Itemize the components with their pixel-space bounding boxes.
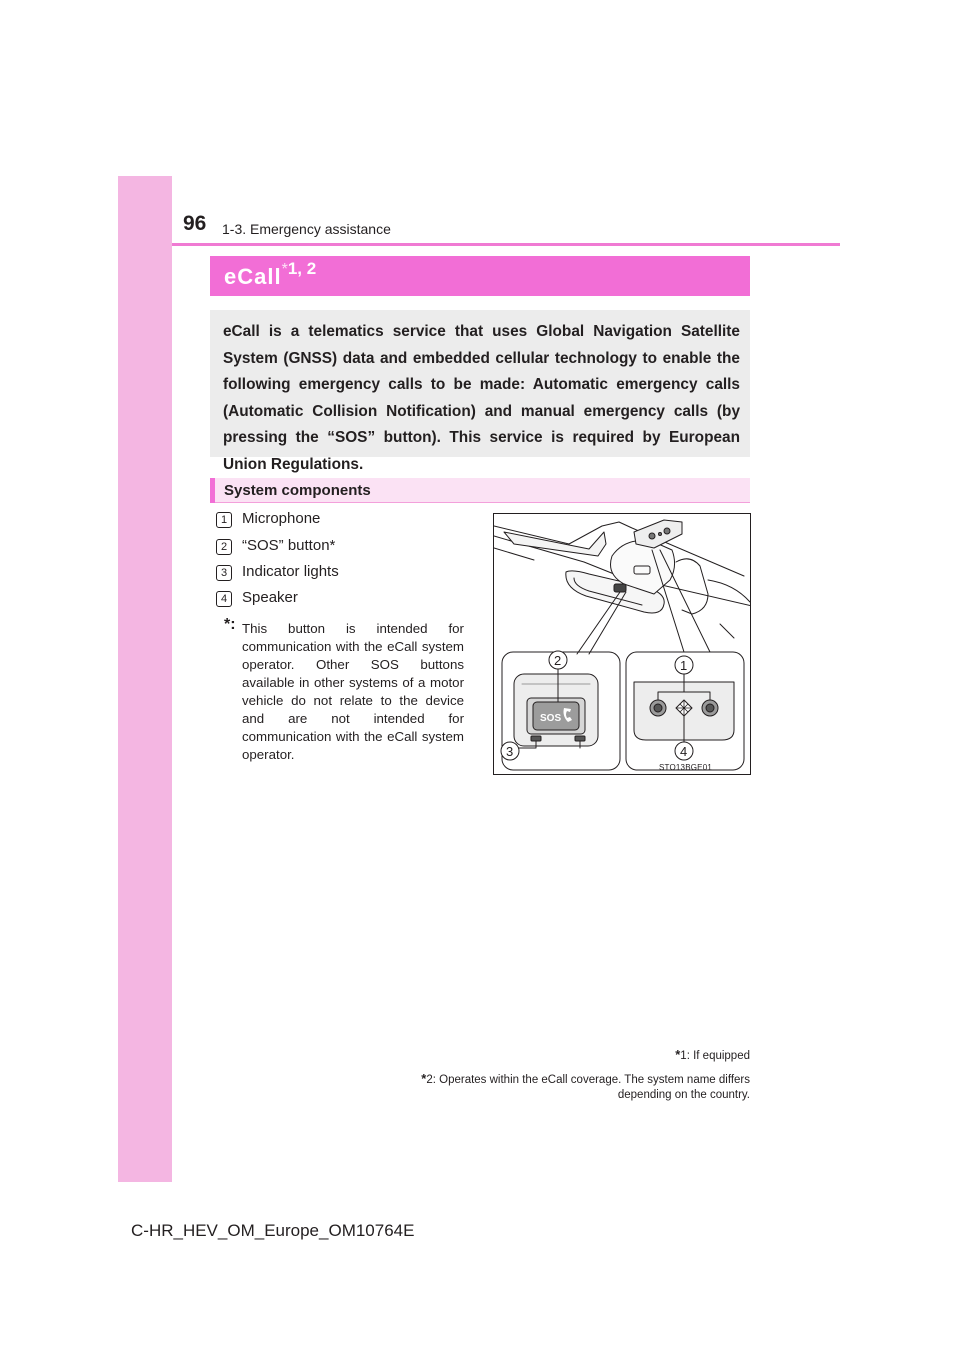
component-number-badge: 3 <box>216 565 232 581</box>
microphone-grille-center <box>706 704 714 712</box>
note-marker: * <box>675 1047 681 1062</box>
intro-text: eCall is a telematics service that uses Global Navigation Satellite System (GNSS) data and embedded cellular technology to enable the following emergency calls to be made: Automatic emergency calls (Automatic Collision Notification) and manual emergency calls (by pressing the “SOS” button). This service is required by European Union Regulations. <box>223 323 740 473</box>
note-item <box>675 1047 750 1064</box>
side-tab <box>118 176 172 1182</box>
header-rule <box>172 243 840 246</box>
microphone-grille-center <box>654 704 662 712</box>
microphone-dot-icon <box>649 533 655 539</box>
component-number-badge: 2 <box>216 539 232 555</box>
sub-heading-accent <box>210 478 215 503</box>
page-number: 96 <box>183 212 207 235</box>
leader-line <box>577 592 620 654</box>
system-diagram <box>493 513 751 775</box>
indicator-light-icon <box>575 736 585 741</box>
title-bar <box>210 256 750 296</box>
pillar-shape <box>708 580 750 602</box>
section-title: 1-3. Emergency assistance <box>222 221 391 237</box>
pillar-shape <box>676 559 708 614</box>
footnote-text: This button is intended for communication with the eCall system operator. Other SOS buttons available in other systems of a motor vehicle do not relate to the device and are not intended for communication with the eCall system operator. <box>242 621 464 762</box>
note-text: 1: If equipped <box>680 1050 750 1062</box>
footnote-marker: *: <box>224 616 236 633</box>
sub-heading <box>210 478 750 503</box>
title-superscript <box>282 259 317 278</box>
note-item <box>390 1071 750 1103</box>
component-label: Microphone <box>242 510 321 527</box>
callout-4-label: 4 <box>680 744 688 759</box>
callout-1-label: 1 <box>680 658 688 673</box>
component-number-badge: 1 <box>216 512 232 528</box>
microphone-dot-icon <box>664 528 670 534</box>
component-label: Indicator lights <box>242 563 339 580</box>
sos-button-text: SOS <box>540 713 562 724</box>
page-title-text: eCall <box>224 264 282 289</box>
component-label: Speaker <box>242 589 298 606</box>
title-superscript-text: 1, 2 <box>287 259 317 278</box>
component-number-badge: 4 <box>216 591 232 607</box>
diagram-code: STO13BGE01 <box>659 763 712 772</box>
page-title <box>224 259 317 290</box>
sun-visor <box>504 532 606 556</box>
microphone-dot-icon <box>659 533 662 536</box>
diagram-illustration <box>494 514 751 775</box>
sub-heading-text: System components <box>224 482 371 499</box>
document-code: C-HR_HEV_OM_Europe_OM10764E <box>131 1221 415 1240</box>
indicator-light-icon <box>531 736 541 741</box>
note-text: 2: Operates within the eCall coverage. The system name differs depending on the country. <box>426 1074 750 1101</box>
headliner-line <box>494 548 534 560</box>
intro-box <box>210 310 750 473</box>
callout-2-label: 2 <box>554 653 562 668</box>
component-label: “SOS” button* <box>242 537 336 554</box>
callout-3-label: 3 <box>506 744 514 759</box>
note-marker: * <box>421 1071 427 1086</box>
title-asterisk: * <box>281 261 288 278</box>
console-sos-button <box>614 584 626 592</box>
pillar-shape <box>720 624 734 638</box>
